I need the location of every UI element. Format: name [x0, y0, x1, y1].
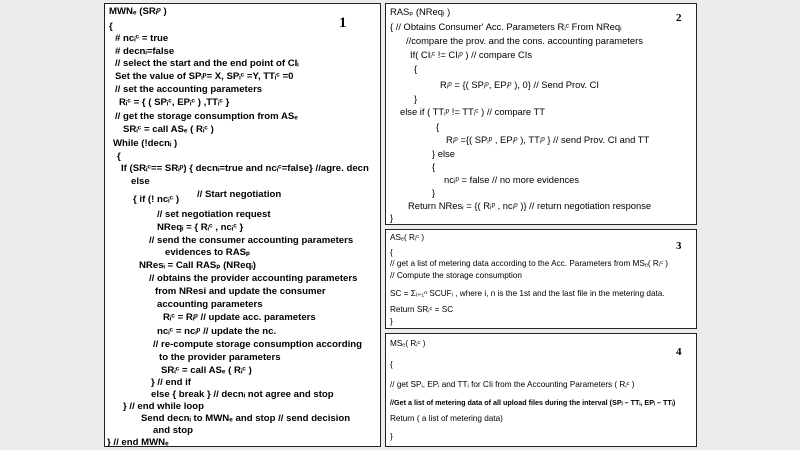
code-line: //compare the prov. and the cons. accounting parameters — [406, 35, 643, 46]
code-line: Rᵢᵖ ={( SPᵢᵖ , EPᵢᵖ ), TTᵢᵖ } // send Prov. CI and TT — [446, 134, 650, 145]
code-line: // obtains the provider accounting parameters — [149, 273, 358, 284]
code-line: from NResi and update the consumer — [155, 286, 326, 297]
code-line: } — [390, 432, 393, 441]
code-line: SRᵢᶜ = call ASₑ ( Rᵢᶜ ) — [161, 365, 252, 376]
code-line: to the provider parameters — [159, 352, 281, 363]
code-line: SRᵢᶜ = call ASₑ ( Rᵢᶜ ) — [123, 124, 214, 135]
code-line: // get a list of metering data according to the Acc. Parameters from MSₑ( Rᵢᶜ ) — [390, 259, 668, 268]
code-line: evidences to RASₚ — [165, 247, 251, 258]
panel-number: 3 — [676, 240, 682, 252]
code-line: { — [432, 161, 436, 172]
code-line: else — [131, 176, 150, 187]
code-line: } — [390, 317, 393, 326]
code-line: // get SPᵢ, EPᵢ and TTᵢ for CIi from the Accounting Parameters ( Rᵢᶜ ) — [390, 380, 635, 389]
code-line: { — [414, 63, 418, 74]
panel-number: 2 — [676, 12, 682, 24]
code-line: } — [390, 212, 394, 223]
code-line: // set the accounting parameters — [115, 84, 263, 95]
code-line: ncᵢᶜ = ncᵢᵖ // update the nc. — [157, 326, 277, 337]
code-line: MSₑ( Rᵢᶜ ) — [390, 339, 426, 348]
code-line: // re-compute storage consumption according — [153, 339, 362, 350]
code-line: Rᵢᵖ = {( SPᵢᵖ, EPᵢᵖ ), 0} // Send Prov. CI — [440, 79, 599, 90]
code-line: ASₑ( Rᵢᶜ ) — [390, 233, 425, 242]
code-line: Send decnᵢ to MWNₑ and stop // send decision — [141, 413, 351, 424]
code-line: // send the consumer accounting parameters — [149, 235, 354, 246]
code-line: // select the start and the end point of CIᵢ — [115, 58, 299, 69]
code-line: Rᵢᶜ = Rᵢᵖ // update acc. parameters — [163, 312, 316, 323]
start-negotiation-comment: // Start negotiation — [197, 189, 282, 200]
code-line: //Get a list of metering data of all upload files during the interval (SPᵢ – TTᵢ, EPᵢ – TTᵢ) — [390, 398, 676, 407]
code-line: { — [109, 21, 113, 32]
code-line: } // end while loop — [123, 401, 205, 412]
ms-algorithm-panel — [385, 333, 697, 447]
mwn-algorithm-panel — [104, 3, 381, 447]
code-line: // Compute the storage consumption — [390, 271, 522, 280]
code-line: else { break } // decnᵢ not agree and stop — [151, 389, 334, 400]
code-line: ncᵢᵖ = false // no more evidences — [444, 174, 580, 185]
code-line: # decnᵢ=false — [115, 46, 175, 57]
code-line: { — [390, 248, 393, 257]
code-line: Return ( a list of metering data) — [390, 414, 503, 423]
code-line: Return NResᵢ = {( Rᵢᵖ , ncᵢᵖ )} // return negotiation response — [408, 200, 652, 211]
code-line: { // Obtains Consumer' Acc. Parameters Rᵢᶜ From NReqᵢ — [390, 21, 622, 32]
code-line: accounting parameters — [157, 299, 263, 310]
code-line: Set the value of SPᵢᵖ= X, SPᵢᶜ =Y, TTᵢᶜ =0 — [115, 71, 294, 82]
ras-algorithm-panel — [385, 3, 697, 225]
code-line: If( CIᵢᶜ != CIᵢᵖ ) // compare CIs — [410, 49, 533, 60]
code-line: { — [436, 121, 440, 132]
code-line: } — [432, 187, 436, 198]
code-line: } — [414, 93, 418, 104]
code-line: SC = Σᵢ₌₁ⁿ SCUFᵢ , where i, n is the 1st and the last file in the metering data. — [390, 289, 665, 298]
code-line: { if (! ncᵢᶜ ) — [133, 194, 180, 205]
code-line: Return SRᵢᶜ = SC — [390, 305, 454, 314]
code-line: While (!decnᵢ ) — [113, 138, 178, 149]
code-line: NReqᵢ = { Rᵢᶜ , ncᵢᶜ } — [157, 222, 244, 233]
code-line: If (SRᵢᶜ== SRᵢᵖ) { decnᵢ=true and ncᵢᶜ=false} //agre. decn — [121, 163, 369, 174]
code-line: Rᵢᶜ = { ( SPᵢᶜ, EPᵢᶜ ) ,TTᵢᶜ } — [119, 97, 230, 108]
code-line: NResᵢ = Call RASₚ (NReqᵢ) — [139, 260, 256, 271]
code-line: { — [117, 151, 121, 162]
code-line: // get the storage consumption from ASₑ — [115, 111, 298, 122]
code-line: { — [390, 360, 393, 369]
code-line: RASₚ (NReqᵢ ) — [390, 6, 451, 17]
code-line: MWNₑ (SRᵢᵖ ) — [109, 6, 167, 17]
code-line: # ncᵢᶜ = true — [115, 33, 169, 44]
panel-number: 4 — [676, 346, 682, 358]
code-line: and stop — [153, 425, 193, 436]
code-line: else if ( TTᵢᵖ != TTᵢᶜ ) // compare TT — [400, 106, 545, 117]
panel-number: 1 — [339, 15, 347, 31]
code-line: } else — [432, 148, 455, 159]
code-line: // set negotiation request — [157, 209, 271, 220]
as-algorithm-panel — [385, 229, 697, 329]
code-line: } // end MWNₑ — [107, 437, 169, 448]
code-line: } // end if — [151, 377, 191, 388]
